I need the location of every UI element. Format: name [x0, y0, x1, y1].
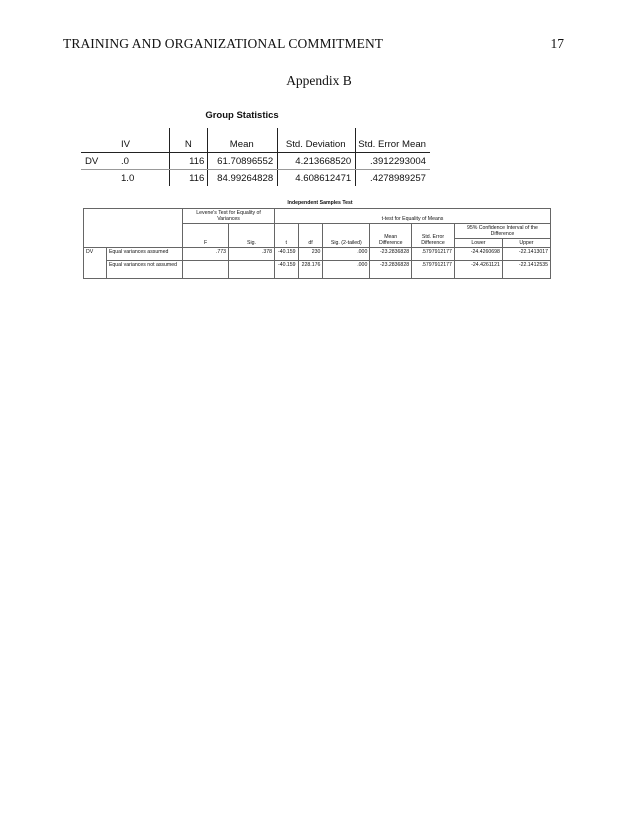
column-header-f: F: [183, 224, 229, 248]
table-cell: -40.159: [274, 261, 298, 279]
table-cell: .5797912177: [412, 248, 455, 261]
table-cell: 230: [298, 248, 323, 261]
table-cell: -23.2836828: [370, 248, 412, 261]
table-cell: .4278989257: [369, 172, 426, 184]
table-cell: .000: [323, 248, 370, 261]
table-row: [81, 170, 430, 187]
table-cell: 1.0: [118, 170, 170, 187]
table-cell: 4.213668520: [278, 153, 356, 170]
table-cell: .5797912177: [412, 261, 455, 279]
table-cell: [183, 261, 229, 279]
column-header: [84, 209, 183, 248]
table-cell: [81, 170, 118, 187]
group-statistics-table: [81, 128, 430, 186]
column-header-std-deviation: Std. Deviation: [278, 128, 356, 153]
independent-samples-test-title: Independent Samples Test: [287, 200, 353, 206]
table-cell: 228.176: [298, 261, 323, 279]
table-row: [84, 261, 551, 279]
table-cell: -22.1412535: [502, 261, 550, 279]
table-header-row: [81, 128, 430, 153]
column-header-mean: Mean: [208, 128, 278, 153]
table-row: [81, 153, 430, 170]
table-cell: 4.608612471: [278, 170, 356, 187]
column-header-mean-difference: Mean Difference: [370, 224, 412, 248]
table-cell: -40.159: [274, 248, 298, 261]
table-cell: [229, 261, 275, 279]
table-cell: 61.70896552: [208, 153, 278, 170]
column-header-n: N: [170, 128, 208, 153]
table-cell: -24.4261121: [454, 261, 502, 279]
column-header-std-error-mean: Std. Error Mean: [356, 128, 430, 153]
column-header-lower: Lower: [454, 239, 502, 248]
table-cell: -23.2836828: [370, 261, 412, 279]
table-cell: .3912293004: [356, 153, 430, 170]
column-header-std-error-difference: Std. Error Difference: [412, 224, 455, 248]
table-cell: DV: [84, 248, 107, 279]
independent-samples-test-table: [83, 208, 551, 279]
table-cell: 84.99264828: [208, 170, 278, 187]
levene-header: Levene's Test for Equality of Variances: [183, 209, 275, 224]
group-statistics-title: Group Statistics: [205, 110, 279, 121]
table-cell: -24.4260698: [454, 248, 502, 261]
ci-header: 95% Confidence Interval of the Difference: [454, 224, 550, 239]
column-header-iv: IV: [118, 128, 170, 153]
table-row: [84, 248, 551, 261]
column-header-sig: Sig.: [229, 224, 275, 248]
column-header-df: df: [298, 224, 323, 248]
table-cell: .000: [323, 261, 370, 279]
ttest-header: t-test for Equality of Means: [274, 209, 550, 224]
column-header-t: t: [274, 224, 298, 248]
table-cell: .0: [118, 153, 170, 170]
table-cell: 116: [170, 153, 208, 170]
column-header-sig-2-tailed: Sig. (2-tailed): [323, 224, 370, 248]
page-number: 17: [550, 36, 564, 51]
table-cell: 116: [170, 170, 208, 187]
table-cell: DV: [81, 153, 118, 170]
appendix-title: Appendix B: [286, 73, 352, 88]
row-label: Equal variances not assumed: [106, 261, 182, 279]
column-header: [81, 128, 118, 153]
table-cell: .378: [229, 248, 275, 261]
table-cell: .773: [183, 248, 229, 261]
table-cell: -22.1413017: [502, 248, 550, 261]
table-header-row: [84, 209, 551, 224]
column-header-upper: Upper: [502, 239, 550, 248]
running-head: TRAINING AND ORGANIZATIONAL COMMITMENT: [63, 36, 384, 51]
row-label: Equal variances assumed: [106, 248, 182, 261]
